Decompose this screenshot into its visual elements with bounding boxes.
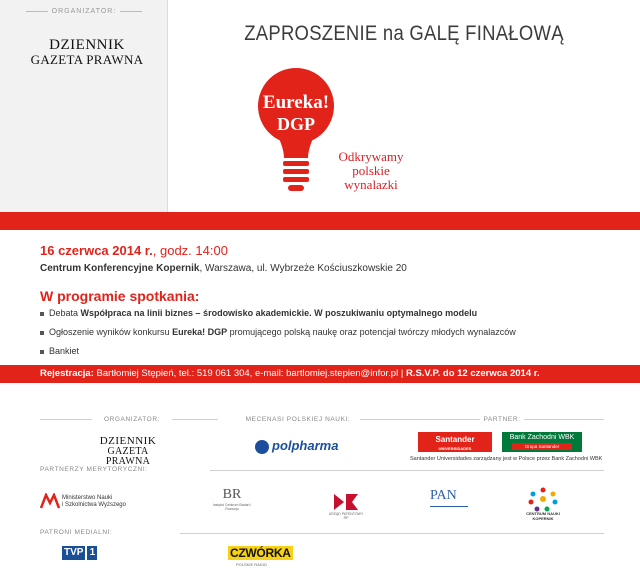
dgp-logo-line1: DZIENNIK <box>49 37 125 53</box>
venue-address: , Warszawa, ul. Wybrzeże Kościuszkowskie 20 <box>199 263 407 274</box>
event-time: , godz. 14:00 <box>152 243 228 258</box>
mnisw-line: Ministerstwo Nauki <box>62 495 113 501</box>
mnisw-logo <box>40 493 126 514</box>
tvp1-logo <box>62 546 97 560</box>
br-mark: BR <box>222 487 242 502</box>
divider <box>172 419 218 420</box>
dgp-logo-line1: DZIENNIK <box>99 435 157 447</box>
red-divider-band <box>0 212 640 230</box>
merit-partners-label: PARTNERZY MERYTORYCZNI: <box>40 466 148 473</box>
polpharma-logo <box>255 438 338 454</box>
tvp-mark: TVP <box>64 547 84 558</box>
bullet-icon <box>40 331 44 335</box>
registration-band <box>0 365 640 383</box>
czworka-logo: CZWÓRKA <box>230 546 291 560</box>
program-list <box>40 307 516 364</box>
slogan <box>321 150 421 192</box>
list-item <box>40 307 516 326</box>
slogan-line: Odkrywamy <box>338 149 404 164</box>
divider <box>360 419 480 420</box>
event-venue <box>40 263 407 274</box>
pan-underline <box>430 506 468 514</box>
divider <box>210 470 604 471</box>
media-patrons-label: PATRONI MEDIALNI: <box>40 529 113 536</box>
czworka-sub: POLSKIE RADIO <box>236 562 267 567</box>
pan-logo: PAN <box>430 488 457 503</box>
program-item-bold: Eureka! DGP <box>172 327 228 337</box>
patent-office-icon <box>326 492 366 512</box>
bzwbk-logo <box>502 432 582 452</box>
patent-office-logo <box>326 492 366 520</box>
bulb-text-eureka: Eureka! <box>262 92 330 113</box>
polpharma-icon <box>255 440 269 454</box>
event-date <box>40 243 228 258</box>
registration-contact[interactable]: Bartłomiej Stępień, tel.: 519 061 304, e-mail: bartlomiej.stepien@infor.pl | <box>93 368 406 379</box>
dgp-logo <box>22 38 152 66</box>
partner-note: Santander Universidades zarządzany jest w Polsce przez Bank Zachodni WBK <box>410 456 603 462</box>
mnisw-icon <box>40 493 60 509</box>
program-item-prefix: Debata <box>49 308 81 318</box>
patrons-label: MECENASI POLSKIEJ NAUKI: <box>245 416 351 423</box>
cnk-logo <box>526 486 560 521</box>
bulb-text-dgp: DGP <box>277 114 315 134</box>
santander-name: Santander <box>435 435 475 444</box>
partner-label: PARTNER: <box>483 416 521 423</box>
br-logo <box>212 487 252 511</box>
slogan-line: polskie <box>352 163 390 178</box>
dgp-logo-small <box>88 436 168 467</box>
program-item-suffix: promującego polską naukę oraz potencjał twórczy młodych wynalazców <box>227 327 516 337</box>
divider <box>40 419 92 420</box>
bzwbk-sub: Grupa Santander <box>512 443 572 450</box>
list-item <box>40 326 516 345</box>
santander-logo <box>418 432 492 452</box>
registration-label: Rejestracja: <box>40 368 94 379</box>
page-title: ZAPROSZENIE na GALĘ FINAŁOWĄ <box>244 22 564 45</box>
header-section <box>0 0 640 212</box>
bullet-icon <box>40 350 44 354</box>
list-item <box>40 345 516 364</box>
program-item-prefix: Ogłoszenie wyników konkursu <box>49 327 173 337</box>
tvp-number: 1 <box>87 546 97 560</box>
dgp-logo-line2: GAZETA PRAWNA <box>30 52 144 67</box>
bzwbk-name: Bank Zachodni WBK <box>509 434 575 441</box>
event-date-day: 16 czerwca 2014 r. <box>40 243 153 258</box>
rsvp-deadline: R.S.V.P. do 12 czerwca 2014 r. <box>405 368 540 379</box>
sponsor-organizer-label: ORGANIZATOR: <box>103 416 161 423</box>
organizer-label: ORGANIZATOR: <box>14 8 154 15</box>
br-sub: Instytut Centrum Badań i Rozwoju <box>212 503 252 511</box>
mnisw-line: i Szkolnictwa Wyższego <box>62 502 126 508</box>
cnk-name: CENTRUM NAUKI KOPERNIK <box>526 511 560 521</box>
divider <box>180 533 604 534</box>
bullet-icon <box>40 312 44 316</box>
organizer-panel <box>0 0 168 212</box>
polpharma-name: polpharma <box>272 438 339 453</box>
dgp-logo-line2: GAZETA PRAWNA <box>105 446 151 467</box>
program-title: W programie spotkania: <box>40 288 200 304</box>
patent-office-name: URZĄD PATENTOWY RP <box>328 512 364 520</box>
santander-sub: UNIVERSIDADES <box>438 446 472 451</box>
venue-name: Centrum Konferencyjne Kopernik <box>40 263 200 274</box>
program-item-bold: Współpraca na linii biznes – środowisko akademickie. W poszukiwaniu optymalnego modelu <box>80 308 478 318</box>
divider <box>524 419 604 420</box>
slogan-line: wynalazki <box>344 177 398 192</box>
cnk-icon <box>527 486 559 512</box>
mnisw-name <box>62 495 142 509</box>
program-item-prefix: Bankiet <box>49 346 80 356</box>
